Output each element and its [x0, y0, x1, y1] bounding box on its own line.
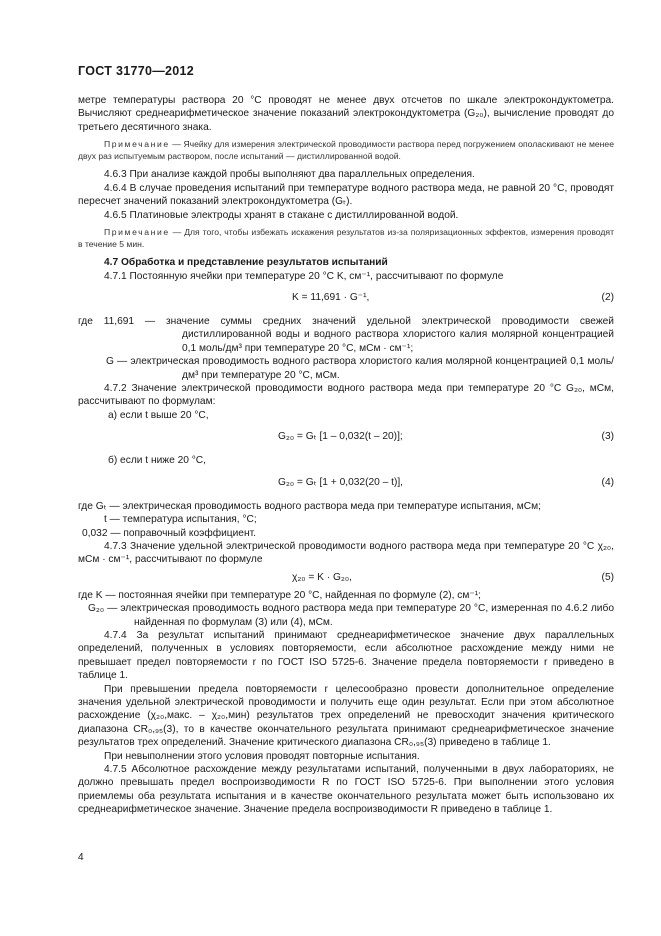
formula-2-expression: K = 11,691 · G⁻¹,	[292, 292, 370, 304]
note-1-text: — Ячейку для измерения электрической проводимости раствора перед погружением ополаскивают не менее двух раз испытуемым раствором, после испытаний — дистиллированной водой.	[78, 139, 614, 161]
paragraph-4-7-3: 4.7.3 Значение удельной электрической проводимости водного раствора меда при температуре 20 °С χ₂₀, мСм · см⁻¹, рассчитывают по формуле	[78, 540, 614, 566]
document-body	[78, 94, 614, 817]
paragraph-4-7-4-c: При невыполнении этого условия проводят повторные испытания.	[104, 750, 420, 762]
paragraph-4-7-5: 4.7.5 Абсолютное расхождение между результатами испытаний, полученными в двух лабораториях, не должно превышать предел воспроизводимости R по ГОСТ ISO 5725-6. При выполнении этого условия приемлемы оба результата испытания и в качестве окончательного результата может быть использовано их среднеарифметическое значение. Значение предела воспроизводимости R приведено в таблице 1.	[78, 764, 614, 816]
note-label: Примечание	[104, 139, 170, 150]
formula-3-expression: G₂₀ = Gₜ [1 – 0,032(t – 20)];	[278, 431, 403, 443]
formula-5	[78, 571, 614, 585]
note-2	[78, 227, 614, 250]
formula-2	[78, 291, 614, 305]
paragraph-continuation: метре температуры раствора 20 °С проводят не менее двух отсчетов по шкале электрокондуктометра. Вычисляют среднеарифметическое значение показаний электрокондуктометра (G₂₀), вычисление проводят до третьего десятичного знака.	[78, 95, 614, 133]
formula-2-number: (2)	[601, 292, 614, 304]
formula-4	[78, 476, 614, 490]
note-1	[78, 139, 614, 162]
paragraph-4-6-5: 4.6.5 Платиновые электроды хранят в стакане с дистиллированной водой.	[104, 209, 459, 221]
section-heading-4-7: 4.7 Обработка и представление результатов испытаний	[104, 257, 388, 269]
note-2-text: — Для того, чтобы избежать искажения результатов из-за поляризационных эффектов, измерения проводят в течение 5 мин.	[78, 227, 614, 249]
formula-3	[78, 430, 614, 444]
paragraph-4-7-2: 4.7.2 Значение электрической проводимости водного раствора меда при температуре 20 °С G₂₀, мСм, рассчитывают по формулам:	[78, 383, 614, 408]
formula-4-number: (4)	[601, 476, 614, 488]
legend-t: t — температура испытания, °С;	[104, 514, 257, 526]
formula-5-number: (5)	[601, 571, 614, 583]
legend-0032: 0,032 — поправочный коэффициент.	[82, 527, 256, 539]
page-number: 4	[78, 852, 84, 863]
paragraph-4-7-1: 4.7.1 Постоянную ячейки при температуре 20 °С K, см⁻¹, рассчитывают по формуле	[104, 270, 504, 282]
legend-11691: где 11,691 — значение суммы средних значений удельной электрической проводимости свежей дистиллированной воды и водного раствора хлористого калия молярной концентрацией 0,1 моль/дм³ при температуре 20 °С, мСм · см⁻¹;	[78, 316, 614, 354]
formula-5-expression: χ₂₀ = K · G₂₀,	[292, 571, 352, 583]
legend-G20: G₂₀ — электрическая проводимость водного раствора меда при температуре 20 °С, измеренная по 4.6.2 либо найденная по формулам (3) или (4), мСм.	[88, 603, 614, 628]
formula-3-number: (3)	[601, 431, 614, 443]
note-label: Примечание	[104, 227, 170, 238]
paragraph-4-6-4: 4.6.4 В случае проведения испытаний при температуре водного раствора меда, не равной 20 °С, проводят пересчет значений показаний электрокондуктометра (Gₜ).	[78, 182, 614, 208]
paragraph-4-7-4: 4.7.4 За результат испытаний принимают среднеарифметическое значение двух параллельных определений, полученных в условиях повторяемости, если абсолютное расхождение между ними не превышает предел повторяемости r по ГОСТ ISO 5725-6. Значение предела повторяемости r приведено в таблице 1.	[78, 629, 614, 682]
case-b: б) если t ниже 20 °С,	[108, 455, 206, 467]
document-header: ГОСТ 31770—2012	[78, 64, 195, 78]
legend-G: G — электрическая проводимость водного раствора хлористого калия молярной концентрацией 0,1 моль/дм³ при температуре 20 °С, мСм.	[106, 356, 614, 381]
formula-4-expression: G₂₀ = Gₜ [1 + 0,032(20 – t)],	[278, 476, 404, 488]
legend-Gt: где Gₜ — электрическая проводимость водного раствора меда при температуре испытания, мСм;	[78, 500, 541, 512]
case-a: а) если t выше 20 °С,	[108, 409, 209, 421]
legend-K: где K — постоянная ячейки при температуре 20 °С, найденная по формуле (2), см⁻¹;	[78, 589, 481, 601]
paragraph-4-7-4-b: При превышении предела повторяемости r целесообразно провести дополнительное определение значения удельной электрической проводимости и получить еще один результат. Если при этом абсолютное расхождение (χ₂₀,макс. – χ₂₀,мин) результатов трех определений не превосходит значения критического диапазона CR₀,₉₅(3), то в качестве окончательного результата принимают среднеарифметическое значение результатов трех определений. Значение критического диапазона CR₀,₉₅(3) приведено в таблице 1.	[78, 683, 614, 749]
paragraph-4-6-3: 4.6.3 При анализе каждой пробы выполняют два параллельных определения.	[104, 169, 475, 181]
